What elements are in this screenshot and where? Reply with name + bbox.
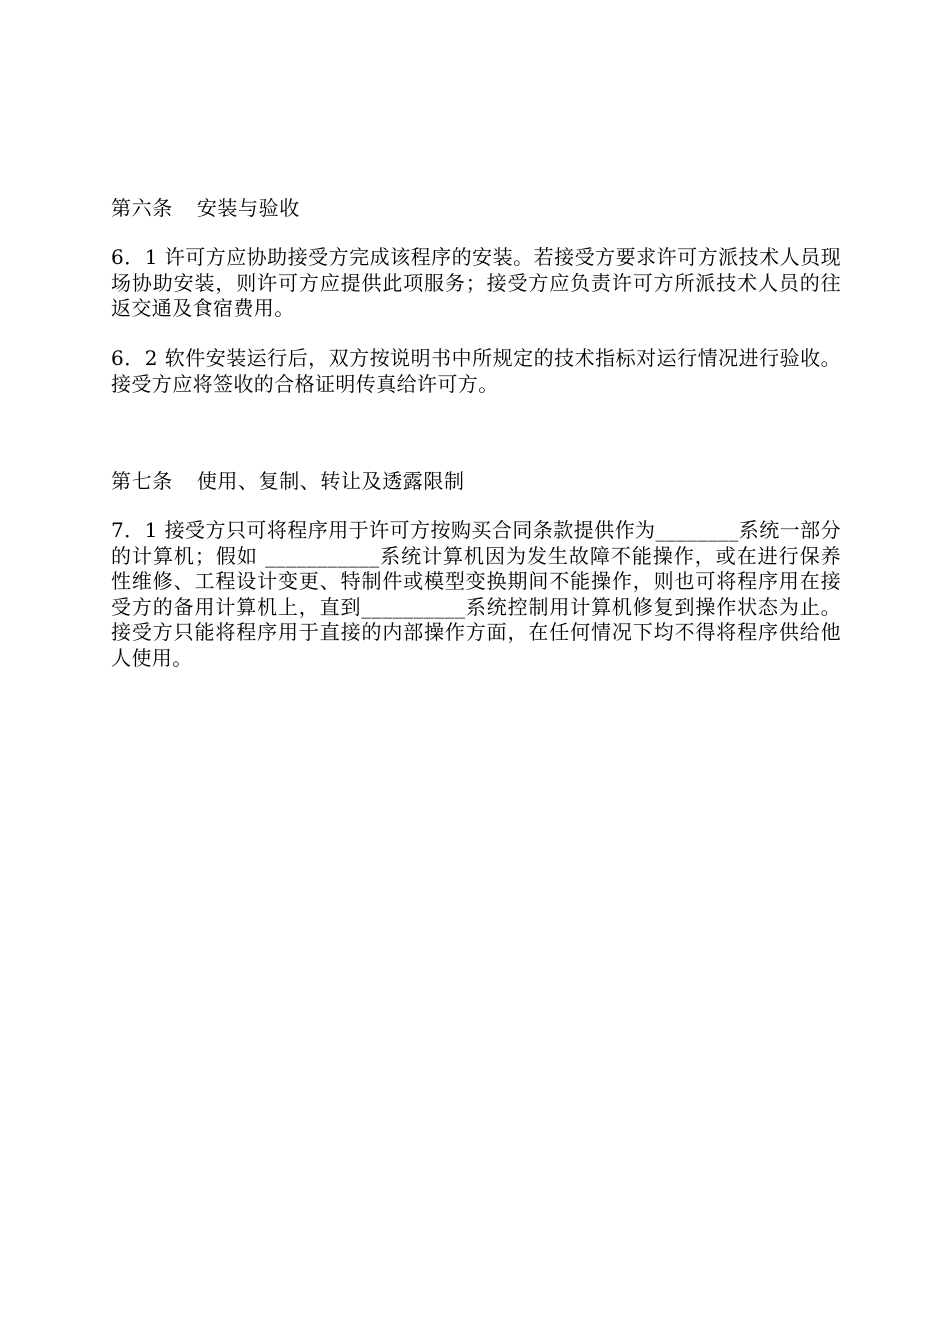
clause-6-2: 6．2 软件安装运行后，双方按说明书中所规定的技术指标对运行情况进行验收。接受方应将签收的合格证明传真给许可方。	[111, 346, 841, 396]
article-6-number: 第六条	[111, 196, 173, 220]
fill-in-blank-1: ________	[655, 518, 739, 542]
clause-7-1-part3: 系统计算机因为发生故障不能操作，或在进行保养性维修、工程设计变更、特制件或模型变换期间不能操作，则也可将程序用在接受方的备用计算机上，直到	[111, 543, 841, 619]
clause-6-1: 6．1 许可方应协助接受方完成该程序的安装。若接受方要求许可方派技术人员现场协助安装，则许可方应提供此项服务；接受方应负责许可方所派技术人员的往返交通及食宿费用。	[111, 245, 841, 321]
article-6-heading	[111, 196, 841, 222]
article-6-title: 安装与验收	[196, 196, 300, 220]
fill-in-blank-3: __________	[361, 594, 466, 619]
clause-7-1-part4: 系统控制用计算机修复到操作状态为止。接受方只能将程序用于直接的内部操作方面，在任何情况下均不得将程序供给他人使用。	[111, 594, 841, 670]
article-7-number: 第七条	[111, 469, 173, 493]
fill-in-blank-2: ___________	[265, 543, 380, 568]
article-7-heading	[111, 469, 841, 495]
clause-7-1	[111, 518, 841, 672]
clause-7-1-part2: 系统一部分的计算机；假如	[111, 518, 841, 568]
article-7-title: 使用、复制、转让及透露限制	[196, 469, 465, 493]
clause-7-1-part1: 7．1 接受方只可将程序用于许可方按购买合同条款提供作为	[111, 518, 656, 542]
